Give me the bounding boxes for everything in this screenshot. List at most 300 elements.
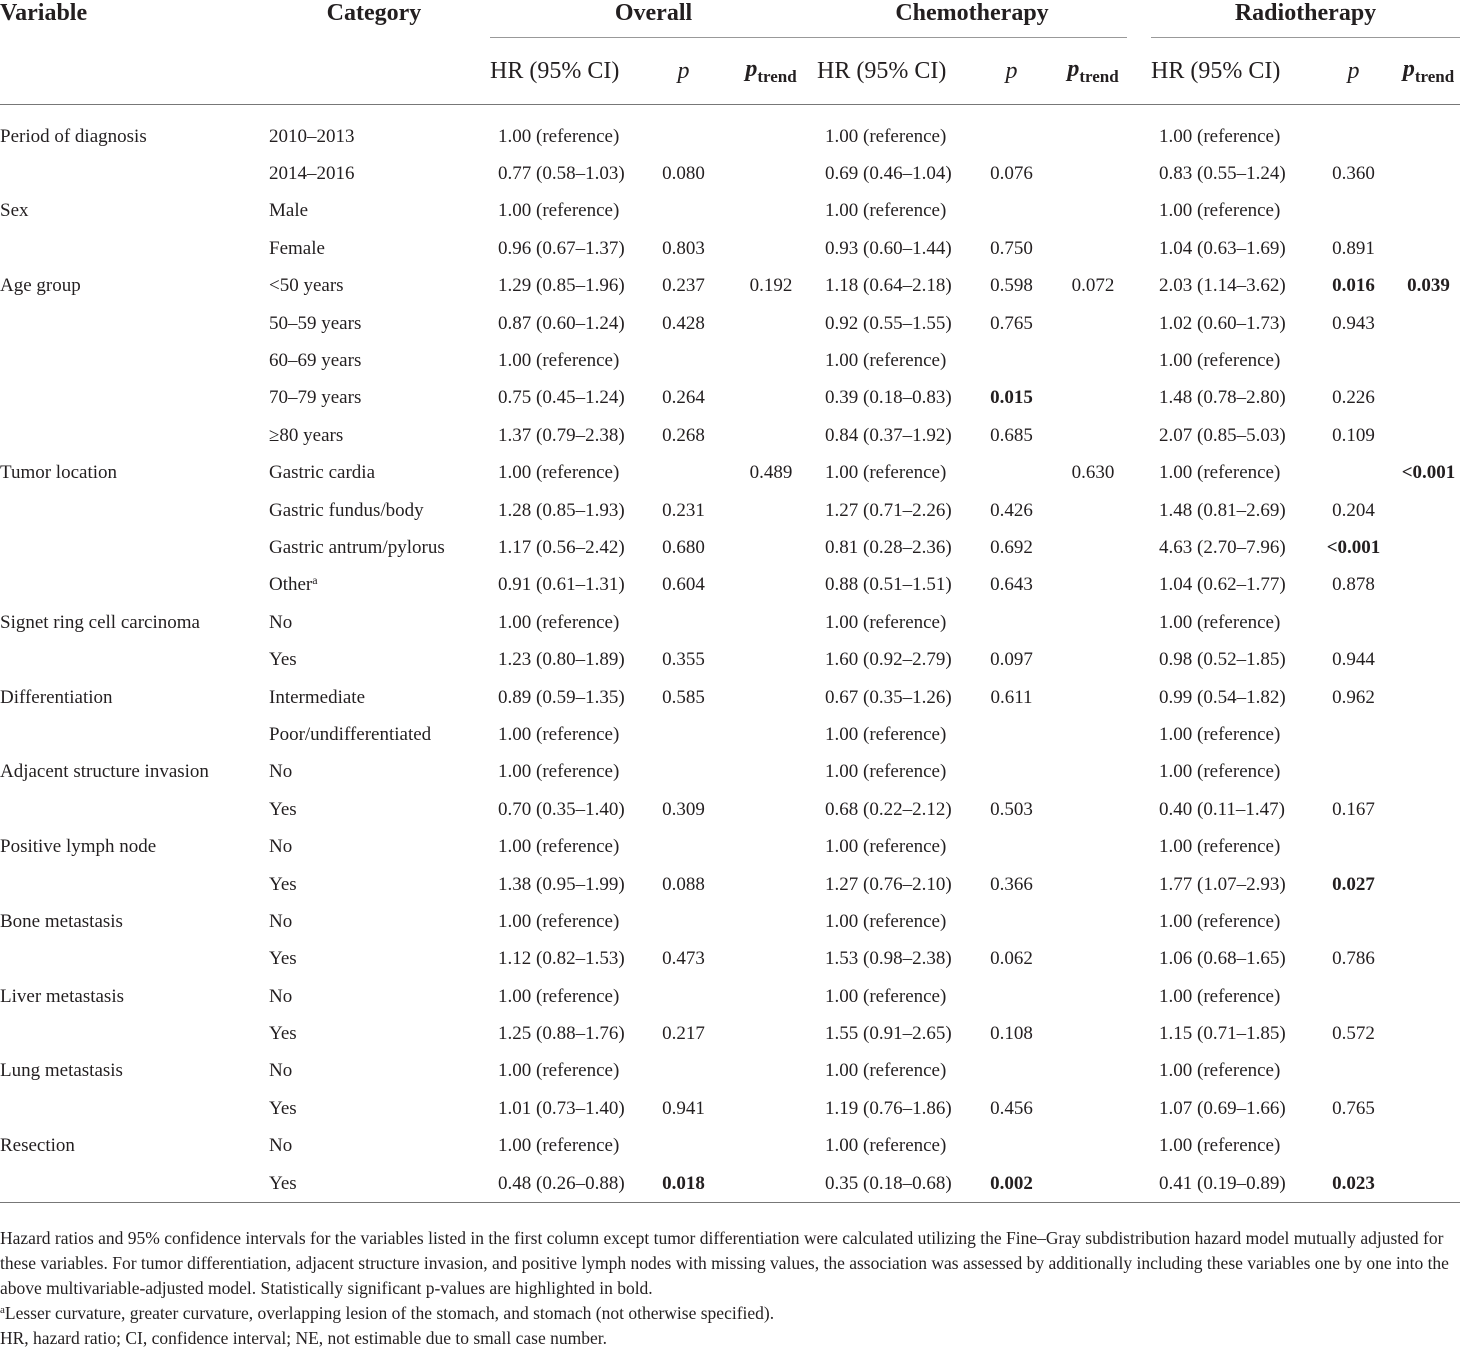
cell-overall-p: [642, 1090, 725, 1127]
cell-overall-ptrend: [725, 118, 817, 155]
cell-radio-ptrend: [1397, 978, 1460, 1015]
cell-chemo-hr: [817, 754, 964, 791]
header-row-groups: [0, 0, 1460, 38]
cell-category-text: 2014–2016: [269, 163, 355, 185]
cell-chemo-hr: [817, 230, 964, 267]
col-overall-hr: HR (95% CI): [490, 38, 642, 105]
cell-radio-hr: [1151, 941, 1310, 978]
cell-chemo-hr-text: 0.93 (0.60–1.44): [825, 237, 952, 259]
cell-overall-p-text: 0.268: [662, 424, 705, 446]
cell-radio-hr-text: 2.07 (0.85–5.03): [1159, 424, 1286, 446]
col-radio-p: p: [1310, 38, 1397, 105]
cell-variable: [0, 155, 258, 192]
table-row: [0, 455, 1460, 492]
cell-overall-p: [642, 455, 725, 492]
table-row: [0, 903, 1460, 940]
cell-overall-ptrend: [725, 1015, 817, 1052]
cell-variable: [0, 866, 258, 903]
cell-variable: [0, 716, 258, 753]
cell-radio-p: [1310, 118, 1397, 155]
cell-chemo-hr-text: 1.60 (0.92–2.79): [825, 649, 952, 671]
cell-chemo-p-text: 0.366: [990, 873, 1033, 895]
cell-category-text: No: [269, 611, 293, 633]
cell-radio-hr-text: 1.48 (0.81–2.69): [1159, 499, 1286, 521]
cell-category: [258, 903, 490, 940]
cell-overall-ptrend: [725, 268, 817, 305]
cell-radio-ptrend-text: 0.039: [1407, 275, 1450, 297]
cell-chemo-p: [964, 1165, 1059, 1203]
cell-overall-p: [642, 754, 725, 791]
cell-overall-hr-text: 1.00 (reference): [498, 761, 620, 783]
cell-overall-hr: [490, 417, 642, 454]
cell-chemo-hr: [817, 1090, 964, 1127]
table-row: [0, 754, 1460, 791]
cell-chemo-p-text: 0.002: [990, 1172, 1033, 1194]
cell-radio-p: [1310, 716, 1397, 753]
cell-radio-hr: [1151, 716, 1310, 753]
cell-overall-hr-text: 1.00 (reference): [498, 350, 620, 372]
cell-chemo-hr-text: 1.00 (reference): [825, 462, 947, 484]
cell-variable: [0, 1165, 258, 1203]
cell-chemo-p-text: 0.643: [990, 574, 1033, 596]
cell-radio-p: [1310, 604, 1397, 641]
cell-radio-hr: [1151, 679, 1310, 716]
ptrend-p: p: [745, 55, 758, 82]
cell-radio-hr: [1151, 866, 1310, 903]
cell-category: [258, 118, 490, 155]
cell-radio-p: [1310, 1090, 1397, 1127]
col-category: Category: [326, 0, 422, 26]
table-row: [0, 716, 1460, 753]
ptrend-sub: trend: [1414, 66, 1455, 86]
cell-radio-p-text: 0.023: [1332, 1172, 1375, 1194]
cell-variable-text: Positive lymph node: [0, 836, 157, 858]
cell-radio-ptrend: [1397, 828, 1460, 865]
cell-overall-hr-text: 1.00 (reference): [498, 836, 620, 858]
cell-variable-text: Lung metastasis: [0, 1060, 123, 1082]
cell-overall-hr: [490, 1015, 642, 1052]
cell-category-text: Poor/undifferentiated: [269, 723, 432, 745]
cell-chemo-hr-text: 1.00 (reference): [825, 1060, 947, 1082]
cell-chemo-p: [964, 1053, 1059, 1090]
cell-chemo-hr: [817, 417, 964, 454]
cell-radio-hr: [1151, 305, 1310, 342]
cell-overall-ptrend: [725, 828, 817, 865]
cell-overall-p: [642, 604, 725, 641]
cell-radio-ptrend: [1397, 1015, 1460, 1052]
col-group-radiotherapy: Radiotherapy: [1151, 0, 1460, 38]
cell-chemo-p: [964, 604, 1059, 641]
spacer-row: [0, 105, 1460, 119]
cell-overall-hr-text: 1.12 (0.82–1.53): [498, 948, 625, 970]
cell-radio-hr: [1151, 903, 1310, 940]
cell-chemo-p-text: 0.456: [990, 1097, 1033, 1119]
cell-chemo-ptrend: [1059, 492, 1127, 529]
cell-overall-hr: [490, 941, 642, 978]
cell-chemo-hr: [817, 941, 964, 978]
cell-radio-p: [1310, 455, 1397, 492]
table-row: [0, 305, 1460, 342]
cell-radio-p: [1310, 1165, 1397, 1203]
table-row: [0, 492, 1460, 529]
cell-chemo-hr-text: 1.00 (reference): [825, 1135, 947, 1157]
cell-radio-ptrend: [1397, 118, 1460, 155]
cell-chemo-hr-text: 1.00 (reference): [825, 125, 947, 147]
cell-chemo-p: [964, 941, 1059, 978]
cell-chemo-ptrend: [1059, 866, 1127, 903]
cell-radio-ptrend: [1397, 1165, 1460, 1203]
cell-radio-ptrend: [1397, 1053, 1460, 1090]
cell-radio-hr-text: 1.00 (reference): [1159, 1135, 1281, 1157]
cell-chemo-hr: [817, 791, 964, 828]
cell-overall-hr: [490, 641, 642, 678]
cell-chemo-p-text: 0.750: [990, 237, 1033, 259]
cell-chemo-ptrend: [1059, 567, 1127, 604]
cell-chemo-p: [964, 193, 1059, 230]
cell-overall-p: [642, 342, 725, 379]
cell-radio-hr: [1151, 567, 1310, 604]
cell-overall-hr-text: 1.38 (0.95–1.99): [498, 873, 625, 895]
cell-overall-hr-text: 1.00 (reference): [498, 200, 620, 222]
cell-chemo-p: [964, 791, 1059, 828]
cell-chemo-ptrend: [1059, 417, 1127, 454]
cell-chemo-hr: [817, 866, 964, 903]
cell-chemo-hr: [817, 604, 964, 641]
cell-chemo-hr-text: 1.00 (reference): [825, 200, 947, 222]
cell-radio-p: [1310, 567, 1397, 604]
cell-gap: [1127, 492, 1151, 529]
blank-header: [0, 38, 258, 105]
cell-chemo-p-text: 0.685: [990, 424, 1033, 446]
cell-overall-ptrend: [725, 305, 817, 342]
cell-radio-p: [1310, 1015, 1397, 1052]
cell-category: [258, 1165, 490, 1203]
col-group-overall: Overall: [490, 0, 817, 38]
cell-overall-p: [642, 118, 725, 155]
cell-gap: [1127, 567, 1151, 604]
cell-overall-ptrend: [725, 903, 817, 940]
cell-variable: [0, 641, 258, 678]
cell-chemo-p: [964, 567, 1059, 604]
cell-chemo-ptrend: [1059, 1128, 1127, 1165]
cell-category: [258, 1128, 490, 1165]
cell-radio-p: [1310, 754, 1397, 791]
cell-overall-hr: [490, 604, 642, 641]
cell-radio-hr: [1151, 118, 1310, 155]
cell-radio-ptrend: [1397, 791, 1460, 828]
cell-radio-p-text: 0.878: [1332, 574, 1375, 596]
blank-header: [258, 38, 490, 105]
cell-chemo-hr-text: 1.00 (reference): [825, 611, 947, 633]
cell-radio-hr: [1151, 978, 1310, 1015]
cell-chemo-hr: [817, 455, 964, 492]
cell-category: [258, 828, 490, 865]
cell-overall-ptrend: [725, 791, 817, 828]
cell-overall-hr-text: 0.87 (0.60–1.24): [498, 312, 625, 334]
cell-radio-p-text: 0.027: [1332, 873, 1375, 895]
cell-overall-p: [642, 230, 725, 267]
table-row: [0, 866, 1460, 903]
cell-chemo-ptrend: [1059, 641, 1127, 678]
cell-overall-p: [642, 641, 725, 678]
cell-radio-hr-text: 1.00 (reference): [1159, 1060, 1281, 1082]
cell-category: [258, 567, 490, 604]
note-abbreviations: HR, hazard ratio; CI, confidence interval; NE, not estimable due to small case number.: [0, 1328, 607, 1348]
table-row: [0, 417, 1460, 454]
cell-category-text: Yes: [269, 873, 297, 895]
cell-chemo-ptrend: [1059, 118, 1127, 155]
cell-overall-ptrend: [725, 529, 817, 566]
cell-radio-ptrend: [1397, 866, 1460, 903]
cell-radio-p: [1310, 1053, 1397, 1090]
cell-overall-hr: [490, 155, 642, 192]
cell-chemo-hr-text: 1.27 (0.71–2.26): [825, 499, 952, 521]
cell-chemo-hr-text: 1.00 (reference): [825, 836, 947, 858]
cell-chemo-ptrend: [1059, 1015, 1127, 1052]
cell-overall-hr-text: 0.96 (0.67–1.37): [498, 237, 625, 259]
cell-chemo-ptrend: [1059, 1165, 1127, 1203]
cell-category: [258, 941, 490, 978]
cell-radio-hr-text: 1.48 (0.78–2.80): [1159, 387, 1286, 409]
cell-radio-hr: [1151, 1015, 1310, 1052]
cell-gap: [1127, 155, 1151, 192]
cell-gap: [1127, 791, 1151, 828]
cell-category-text: No: [269, 1060, 293, 1082]
cell-chemo-p: [964, 305, 1059, 342]
cell-chemo-p-text: 0.108: [990, 1023, 1033, 1045]
cell-overall-ptrend: [725, 155, 817, 192]
cell-radio-hr: [1151, 417, 1310, 454]
cell-variable: [0, 1128, 258, 1165]
cell-overall-hr: [490, 791, 642, 828]
cell-category: [258, 342, 490, 379]
cell-variable-text: Period of diagnosis: [0, 125, 147, 147]
cell-category: [258, 866, 490, 903]
cell-category: [258, 230, 490, 267]
cell-gap: [1127, 1015, 1151, 1052]
cell-radio-hr-text: 1.00 (reference): [1159, 836, 1281, 858]
cell-chemo-hr: [817, 155, 964, 192]
cell-overall-p-text: 0.088: [662, 873, 705, 895]
cell-gap: [1127, 903, 1151, 940]
cell-overall-ptrend: [725, 1128, 817, 1165]
cell-chemo-p-text: 0.692: [990, 536, 1033, 558]
cell-overall-p-text: 0.585: [662, 686, 705, 708]
cell-variable: [0, 529, 258, 566]
cell-overall-hr: [490, 118, 642, 155]
cell-variable-text: Tumor location: [0, 462, 117, 484]
table-row: [0, 268, 1460, 305]
cell-category-text: Gastric fundus/body: [269, 499, 424, 521]
cell-chemo-ptrend: [1059, 903, 1127, 940]
cell-chemo-ptrend: [1059, 941, 1127, 978]
cell-overall-p-text: 0.803: [662, 237, 705, 259]
cell-chemo-hr: [817, 567, 964, 604]
cell-variable-text: Sex: [0, 200, 29, 222]
cell-variable: [0, 978, 258, 1015]
cell-category-text: 50–59 years: [269, 312, 362, 334]
cell-chemo-hr: [817, 828, 964, 865]
cell-radio-p: [1310, 155, 1397, 192]
cell-gap: [1127, 455, 1151, 492]
cell-overall-p: [642, 193, 725, 230]
cell-radio-hr-text: 1.02 (0.60–1.73): [1159, 312, 1286, 334]
cell-overall-ptrend: [725, 1053, 817, 1090]
cell-variable-text: Signet ring cell carcinoma: [0, 611, 200, 633]
cell-radio-p-text: 0.962: [1332, 686, 1375, 708]
cell-overall-hr-text: 1.00 (reference): [498, 910, 620, 932]
cell-chemo-hr-text: 0.35 (0.18–0.68): [825, 1172, 952, 1194]
cell-variable-text: Liver metastasis: [0, 985, 124, 1007]
cell-gap: [1127, 342, 1151, 379]
cell-overall-ptrend: [725, 567, 817, 604]
cell-chemo-p: [964, 417, 1059, 454]
cell-radio-p: [1310, 492, 1397, 529]
cell-chemo-p-text: 0.062: [990, 948, 1033, 970]
cell-overall-p: [642, 866, 725, 903]
cell-gap: [1127, 193, 1151, 230]
cell-overall-p: [642, 417, 725, 454]
cell-chemo-ptrend: [1059, 380, 1127, 417]
cell-radio-hr: [1151, 155, 1310, 192]
cell-chemo-ptrend: [1059, 268, 1127, 305]
cell-chemo-ptrend: [1059, 155, 1127, 192]
cell-radio-p: [1310, 903, 1397, 940]
cell-category: [258, 417, 490, 454]
cell-radio-p-text: 0.226: [1332, 387, 1375, 409]
cell-overall-hr: [490, 193, 642, 230]
cell-category: [258, 1015, 490, 1052]
cell-radio-hr: [1151, 604, 1310, 641]
cell-chemo-hr-text: 0.81 (0.28–2.36): [825, 536, 952, 558]
cell-chemo-hr: [817, 1128, 964, 1165]
cell-overall-hr-text: 0.77 (0.58–1.03): [498, 163, 625, 185]
cell-radio-hr: [1151, 754, 1310, 791]
cell-chemo-ptrend: [1059, 679, 1127, 716]
cell-chemo-p: [964, 903, 1059, 940]
cell-variable: [0, 567, 258, 604]
cell-radio-hr-text: 2.03 (1.14–3.62): [1159, 275, 1286, 297]
cell-radio-p-text: 0.944: [1332, 649, 1375, 671]
cell-variable: [0, 604, 258, 641]
cell-category-text: Male: [269, 200, 309, 222]
cell-category: [258, 679, 490, 716]
cell-overall-p: [642, 268, 725, 305]
cell-overall-p: [642, 305, 725, 342]
cell-chemo-ptrend: [1059, 828, 1127, 865]
cell-overall-hr-text: 1.00 (reference): [498, 611, 620, 633]
cell-overall-hr-text: 1.00 (reference): [498, 723, 620, 745]
cell-overall-ptrend: [725, 604, 817, 641]
cell-category-text: 60–69 years: [269, 350, 362, 372]
cell-chemo-hr: [817, 1053, 964, 1090]
cell-chemo-ptrend: [1059, 791, 1127, 828]
cell-radio-ptrend: [1397, 679, 1460, 716]
cell-overall-p: [642, 567, 725, 604]
cell-radio-ptrend: [1397, 567, 1460, 604]
cell-overall-hr: [490, 1128, 642, 1165]
cell-radio-p: [1310, 417, 1397, 454]
note-main: Hazard ratios and 95% confidence intervals for the variables listed in the first column except tumor differentiation were calculated utilizing the Fine–Gray subdistribution hazard model mutually adjusted for these variables. For tumor differentiation, adjacent structure invasion, and positive lymph nodes with missing values, the association was assessed by additionally including these variables one by one into the above multivariable-adjusted model. Statistically significant p-values are highlighted in bold.: [0, 1228, 1449, 1298]
table-body: [0, 105, 1460, 1203]
cell-category-text: Yes: [269, 948, 297, 970]
cell-overall-p-text: 0.428: [662, 312, 705, 334]
table-row: [0, 679, 1460, 716]
cell-radio-ptrend: [1397, 641, 1460, 678]
cell-gap: [1127, 866, 1151, 903]
cell-chemo-hr: [817, 1165, 964, 1203]
cell-radio-hr-text: 1.00 (reference): [1159, 761, 1281, 783]
cell-overall-ptrend: [725, 866, 817, 903]
cell-overall-p-text: 0.355: [662, 649, 705, 671]
cell-radio-p-text: <0.001: [1326, 536, 1381, 558]
cell-overall-hr: [490, 828, 642, 865]
cell-variable: [0, 791, 258, 828]
cell-variable-text: Bone metastasis: [0, 910, 123, 932]
cell-variable: [0, 455, 258, 492]
cell-variable-text: Adjacent structure invasion: [0, 761, 209, 783]
cell-chemo-p-text: 0.611: [990, 686, 1033, 708]
cell-chemo-hr: [817, 380, 964, 417]
cell-overall-hr-text: 1.17 (0.56–2.42): [498, 536, 625, 558]
cell-overall-ptrend: [725, 679, 817, 716]
cell-radio-hr: [1151, 1165, 1310, 1203]
cell-gap: [1127, 268, 1151, 305]
cell-overall-p: [642, 903, 725, 940]
cell-overall-hr-text: 1.23 (0.80–1.89): [498, 649, 625, 671]
cell-radio-hr-text: 1.00 (reference): [1159, 350, 1281, 372]
cell-variable-text: Age group: [0, 275, 81, 297]
cell-overall-hr-text: 0.89 (0.59–1.35): [498, 686, 625, 708]
cell-overall-p: [642, 716, 725, 753]
cell-gap: [1127, 1053, 1151, 1090]
cell-radio-hr: [1151, 492, 1310, 529]
cell-chemo-hr-text: 0.39 (0.18–0.83): [825, 387, 952, 409]
cell-overall-hr: [490, 230, 642, 267]
table-row: [0, 118, 1460, 155]
cell-overall-hr: [490, 754, 642, 791]
cell-chemo-hr-text: 0.68 (0.22–2.12): [825, 798, 952, 820]
cell-radio-hr: [1151, 791, 1310, 828]
cell-gap: [1127, 679, 1151, 716]
cell-overall-p-text: 0.941: [662, 1097, 705, 1119]
header-row-subcolumns: [0, 38, 1460, 105]
table-row: [0, 641, 1460, 678]
cell-radio-p-text: 0.765: [1332, 1097, 1375, 1119]
cell-radio-hr-text: 4.63 (2.70–7.96): [1159, 536, 1286, 558]
table-row: [0, 380, 1460, 417]
table-notes: [0, 1226, 1460, 1351]
cell-variable: [0, 342, 258, 379]
table-row: [0, 155, 1460, 192]
col-chemo-p: p: [964, 38, 1059, 105]
cell-category-text: No: [269, 910, 293, 932]
table-row: [0, 567, 1460, 604]
cell-chemo-ptrend-text: 0.630: [1071, 462, 1115, 484]
col-chemo-ptrend: [1059, 38, 1127, 105]
cell-chemo-p: [964, 866, 1059, 903]
cell-radio-hr-text: 0.98 (0.52–1.85): [1159, 649, 1286, 671]
cell-category-text: <50 years: [269, 275, 344, 297]
cell-overall-p-text: 0.680: [662, 536, 705, 558]
cell-category-text: Intermediate: [269, 686, 366, 708]
cell-radio-hr-text: 1.00 (reference): [1159, 125, 1281, 147]
cell-chemo-ptrend: [1059, 1053, 1127, 1090]
cell-radio-p: [1310, 641, 1397, 678]
footnote-mark: a: [312, 573, 318, 588]
cell-radio-hr: [1151, 380, 1310, 417]
cell-category: [258, 193, 490, 230]
